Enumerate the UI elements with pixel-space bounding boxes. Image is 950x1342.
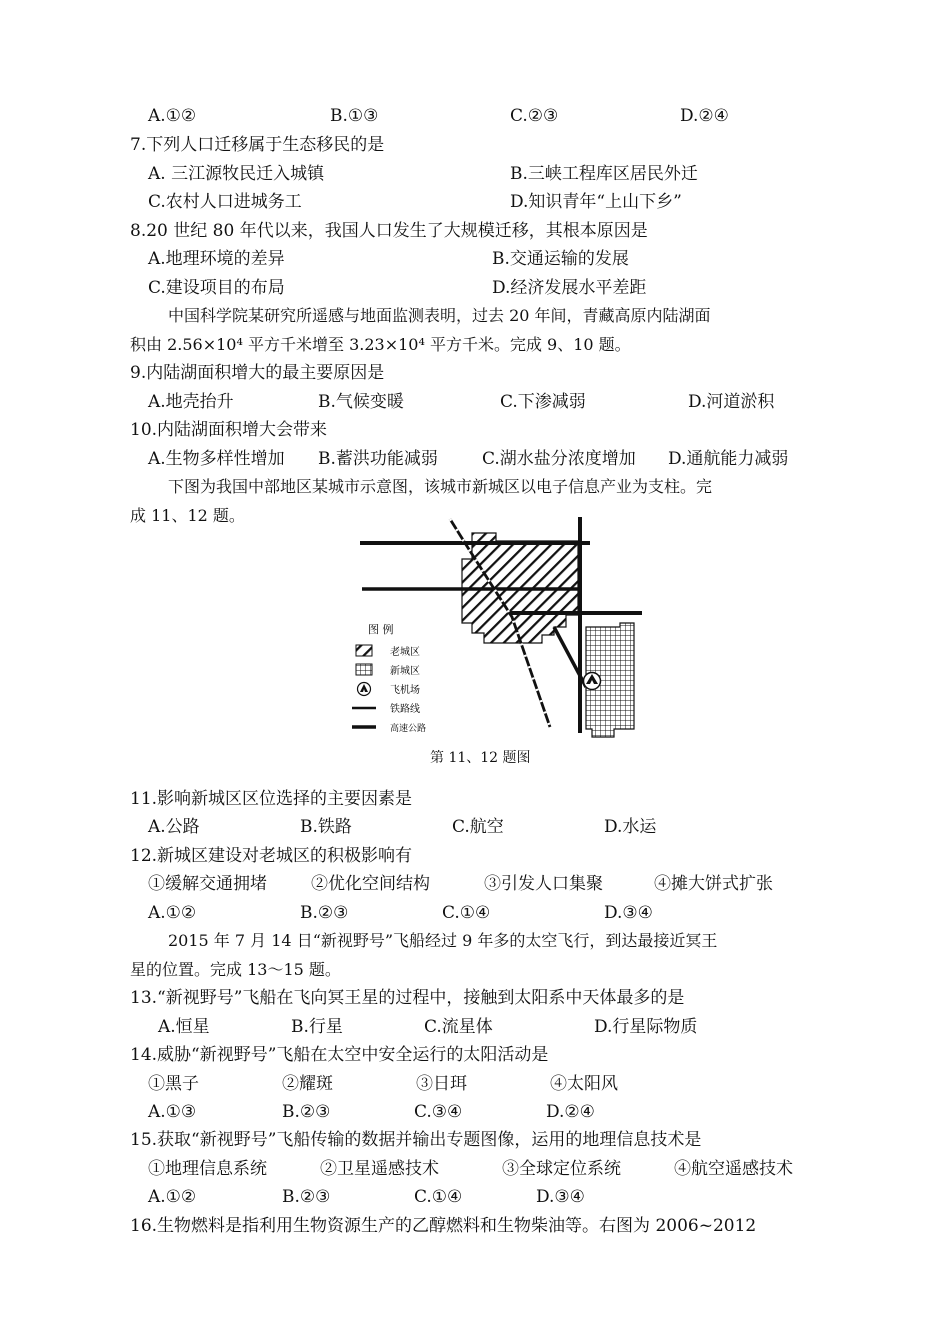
legend-airport-icon: [358, 683, 371, 696]
intro-13-15-line1: 2015 年 7 月 14 日“新视野号”飞船经过 9 年多的太空飞行，到达最接近冥王: [168, 931, 718, 950]
item-3: ③日珥: [416, 1074, 467, 1094]
legend-airport-label: 飞机场: [390, 685, 420, 696]
option-d: D.水运: [604, 817, 657, 837]
option-b: B.铁路: [300, 817, 352, 837]
item-4: ④航空遥感技术: [674, 1159, 793, 1179]
legend-new-city-label: 新城区: [390, 666, 420, 677]
option-b: B.②③: [282, 1187, 331, 1207]
item-4: ④太阳风: [550, 1074, 618, 1094]
intro-11-12-line1: 下图为我国中部地区某城市示意图，该城市新城区以电子信息产业为支柱。完: [168, 477, 713, 496]
option-d: D.经济发展水平差距: [492, 278, 647, 298]
q7-stem: 7.下列人口迁移属于生态移民的是: [130, 135, 385, 155]
item-2: ②卫星遥感技术: [320, 1159, 439, 1179]
intro-9-10-line1: 中国科学院某研究所遥感与地面监测表明，过去 20 年间，青藏高原内陆湖面: [168, 306, 711, 325]
option-a: A. 三江源牧民迁入城镇: [148, 164, 325, 184]
item-2: ②耀斑: [282, 1074, 333, 1094]
option-d: D.知识青年“上山下乡”: [510, 192, 682, 212]
option-b: B.②③: [282, 1102, 331, 1122]
option-c: C.流星体: [424, 1017, 493, 1037]
option-c: C.下渗减弱: [500, 392, 586, 412]
option-a: A.生物多样性增加: [148, 449, 285, 469]
option-a: A.①②: [148, 106, 197, 126]
option-b: B.交通运输的发展: [492, 249, 629, 269]
legend-old-city-label: 老城区: [390, 647, 420, 658]
option-a: A.①②: [148, 1187, 197, 1207]
legend-title: 图 例: [368, 623, 394, 636]
option-d: D.②④: [680, 106, 729, 126]
legend-railway-label: 铁路线: [390, 704, 420, 715]
option-c: C.农村人口进城务工: [148, 192, 302, 212]
airport-icon: [584, 673, 601, 690]
option-d: D.③④: [604, 903, 653, 923]
intro-9-10-line2: 积由 2.56×10⁴ 平方千米增至 3.23×10⁴ 平方千米。完成 9、10 题。: [130, 335, 631, 354]
option-b: B.①③: [330, 106, 379, 126]
option-a: A.恒星: [158, 1017, 210, 1037]
legend-highway-label: 高速公路: [390, 724, 427, 734]
option-b: B.行星: [291, 1017, 343, 1037]
option-c: C.航空: [452, 817, 504, 837]
option-a: A.①③: [148, 1102, 197, 1122]
legend-old-city-swatch: [356, 645, 372, 656]
q8-stem: 8.20 世纪 80 年代以来，我国人口发生了大规模迁移，其根本原因是: [130, 221, 648, 241]
option-d: D.行星际物质: [594, 1017, 698, 1037]
option-c: C.建设项目的布局: [148, 278, 285, 298]
option-a: A.①②: [148, 903, 197, 923]
option-c: C.③④: [414, 1102, 463, 1122]
option-a: A.公路: [148, 817, 200, 837]
intro-13-15-line2: 星的位置。完成 13～15 题。: [130, 960, 341, 979]
figure-caption: 第 11、12 题图: [430, 750, 531, 766]
item-1: ①缓解交通拥堵: [148, 874, 267, 894]
q15-stem: 15.获取“新视野号”飞船传输的数据并输出专题图像，运用的地理信息技术是: [130, 1130, 702, 1150]
item-3: ③全球定位系统: [502, 1159, 621, 1179]
option-a: A.地理环境的差异: [148, 249, 285, 269]
option-c: C.湖水盐分浓度增加: [482, 449, 636, 469]
option-c: C.②③: [510, 106, 559, 126]
option-b: B.气候变暖: [318, 392, 404, 412]
option-d: D.通航能力减弱: [668, 449, 789, 469]
intro-11-12-line2: 成 11、12 题。: [130, 506, 245, 525]
item-4: ④摊大饼式扩张: [654, 874, 773, 894]
item-2: ②优化空间结构: [311, 874, 430, 894]
city-map-figure: [350, 515, 650, 743]
q12-stem: 12.新城区建设对老城区的积极影响有: [130, 846, 413, 866]
option-c: C.①④: [442, 903, 491, 923]
legend-new-city-swatch: [356, 664, 372, 675]
q9-stem: 9.内陆湖面积增大的最主要原因是: [130, 363, 385, 383]
option-d: D.②④: [546, 1102, 595, 1122]
q16-stem: 16.生物燃料是指利用生物资源生产的乙醇燃料和生物柴油等。右图为 2006~2012: [130, 1216, 757, 1236]
option-b: B.②③: [300, 903, 349, 923]
option-b: B.三峡工程库区居民外迁: [510, 164, 698, 184]
legend: [352, 622, 426, 734]
item-1: ①黑子: [148, 1074, 199, 1094]
q14-stem: 14.威胁“新视野号”飞船在太空中安全运行的太阳活动是: [130, 1045, 549, 1065]
item-3: ③引发人口集聚: [484, 874, 603, 894]
q11-stem: 11.影响新城区区位选择的主要因素是: [130, 789, 413, 809]
option-b: B.蓄洪功能减弱: [318, 449, 438, 469]
option-d: D.③④: [536, 1187, 585, 1207]
q13-stem: 13.“新视野号”飞船在飞向冥王星的过程中，接触到太阳系中天体最多的是: [130, 988, 685, 1008]
option-c: C.①④: [414, 1187, 463, 1207]
q10-stem: 10.内陆湖面积增大会带来: [130, 420, 328, 440]
item-1: ①地理信息系统: [148, 1159, 267, 1179]
option-d: D.河道淤积: [688, 392, 775, 412]
option-a: A.地壳抬升: [148, 392, 234, 412]
